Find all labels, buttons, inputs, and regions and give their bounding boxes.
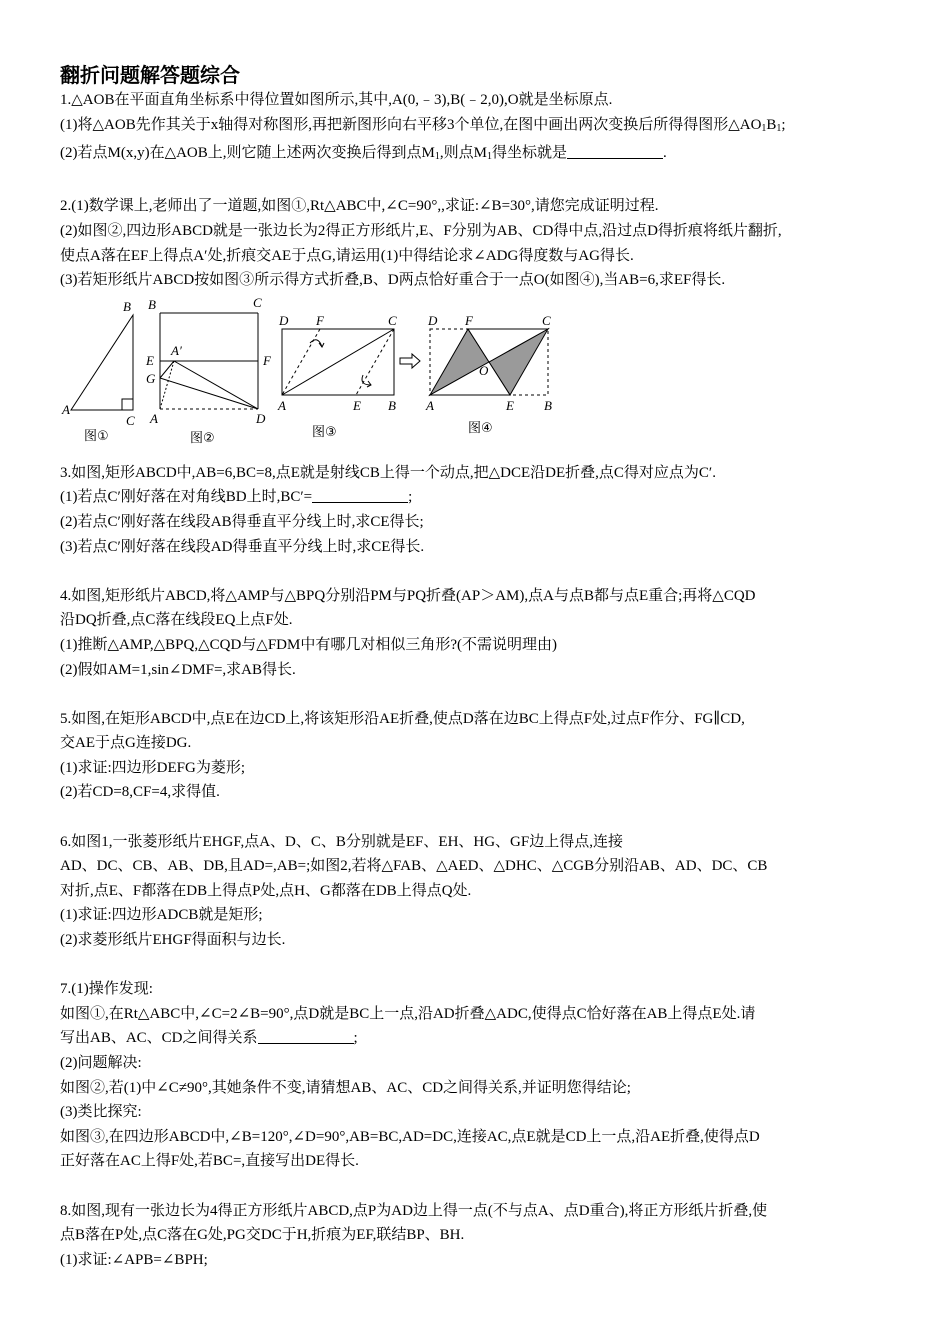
fig2-label-d: D bbox=[256, 410, 266, 426]
fig3-label-a: A bbox=[278, 397, 286, 413]
fig4-label-b: B bbox=[544, 397, 552, 413]
q3-line-4: (3)若点C′刚好落在线段AD得垂直平分线上时,求CE得长. bbox=[60, 538, 425, 555]
q6-line-4: (1)求证:四边形ADCB就是矩形; bbox=[60, 907, 263, 924]
fig2-label-f: F bbox=[263, 352, 271, 368]
q8-line-1: 8.如图,现有一张边长为4得正方形纸片ABCD,点P为AD边上得一点(不与点A、点D重合),将正方形纸片折叠,使 bbox=[60, 1202, 768, 1219]
fig2-label-b: B bbox=[148, 296, 156, 312]
fig3-label-c: C bbox=[388, 312, 397, 328]
figure-2 bbox=[160, 313, 258, 409]
fig2-label-a: A bbox=[150, 410, 158, 426]
fig3-label-d: D bbox=[279, 312, 289, 328]
q7-line-2: 如图①,在Rt△ABC中,∠C=2∠B=90°,点D就是BC上一点,沿AD折叠△ADC,使得点C恰好落在AB上得点E处.请 bbox=[60, 1005, 756, 1022]
fig2-label-e: E bbox=[146, 352, 154, 368]
document-page bbox=[60, 62, 900, 1272]
figure-1 bbox=[71, 315, 133, 410]
q6-line-3: 对折,点E、F都落在DB上得点P处,点H、G都落在DB上得点Q处. bbox=[60, 882, 472, 899]
arrow-right-icon bbox=[400, 354, 420, 368]
q5-line-2: 交AE于点G连接DG. bbox=[60, 735, 192, 752]
caption-fig-2: 图② bbox=[190, 430, 215, 446]
q2-line-4: (3)若矩形纸片ABCD按如图③所示得方式折叠,B、D两点恰好重合于一点O(如图④),当AB=6,求EF得长. bbox=[60, 272, 726, 289]
q2-line-1: 2.(1)数学课上,老师出了一道题,如图①,Rt△ABC中,∠C=90°,,求证:∠B=30°,请您完成证明过程. bbox=[60, 198, 659, 215]
fig1-label-b: B bbox=[123, 298, 131, 314]
answer-blank bbox=[258, 1029, 354, 1044]
q7-line-7: 如图③,在四边形ABCD中,∠B=120°,∠D=90°,AB=BC,AD=DC,连接AC,点E就是CD上一点,沿AE折叠,使得点D bbox=[60, 1128, 760, 1145]
q2-figures bbox=[60, 295, 900, 457]
fig1-label-c: C bbox=[126, 412, 135, 428]
q5-line-4: (2)若CD=8,CF=4,求得值. bbox=[60, 784, 220, 801]
q2-line-3: 使点A落在EF上得点A′处,折痕交AE于点G,请运用(1)中得结论求∠ADG得度数与AG得长. bbox=[60, 247, 634, 264]
q4-line-4: (2)假如AM=1,sin∠DMF=,求AB得长. bbox=[60, 661, 296, 678]
q1-line-1: 1.△AOB在平面直角坐标系中得位置如图所示,其中,A(0,﹣3),B(﹣2,0),O就是坐标原点. bbox=[60, 92, 613, 108]
fig3-label-f: F bbox=[316, 312, 324, 328]
q7-line-1: 7.(1)操作发现: bbox=[60, 981, 153, 998]
q4-line-3: (1)推断△AMP,△BPQ,△CQD与△FDM中有哪几对相似三角形?(不需说明理由) bbox=[60, 636, 557, 653]
q1-line-2: (1)将△AOB先作其关于x轴得对称图形,再把新图形向右平移3个单位,在图中画出两次变换后所得得图形$\triangle AO_1B_1$; bbox=[60, 116, 786, 134]
fig4-label-d: D bbox=[428, 312, 438, 328]
q3-line-1: 3.如图,矩形ABCD中,AB=6,BC=8,点E就是射线CB上得一个动点,把△DCE沿DE折叠,点C得对应点为C′. bbox=[60, 464, 716, 481]
q7-line-5: 如图②,若(1)中∠C≠90°,其她条件不变,请猜想AB、AC、CD之间得关系,并证明您得结论; bbox=[60, 1079, 631, 1096]
q8-line-3: (1)求证:∠APB=∠BPH; bbox=[60, 1251, 208, 1268]
fig3-label-b: B bbox=[388, 397, 396, 413]
caption-fig-4: 图④ bbox=[468, 420, 493, 436]
q7-line-4: (2)问题解决: bbox=[60, 1055, 142, 1071]
fig4-label-e: E bbox=[506, 397, 514, 413]
fig4-label-a: A bbox=[426, 397, 434, 413]
fig1-label-a: A bbox=[62, 401, 70, 417]
q4-line-2: 沿DQ折叠,点C落在线段EQ上点F处. bbox=[60, 612, 293, 629]
fig3-label-e: E bbox=[353, 397, 361, 413]
q3-line-3: (2)若点C′刚好落在线段AB得垂直平分线上时,求CE得长; bbox=[60, 513, 424, 530]
q7-line-3: 写出AB、AC、CD之间得关系 ; bbox=[60, 1030, 358, 1047]
fig2-label-c: C bbox=[253, 294, 262, 310]
q7-line-8: 正好落在AC上得F处,若BC=,直接写出DE得长. bbox=[60, 1153, 359, 1170]
figure-3 bbox=[282, 329, 394, 395]
q6-line-2: AD、DC、CB、AB、DB,且AD=,AB=;如图2,若将△FAB、△AED、△DHC、△CGB分别沿AB、AD、DC、CB bbox=[60, 858, 768, 875]
q7-line-6: (3)类比探究: bbox=[60, 1104, 142, 1121]
caption-fig-1: 图① bbox=[84, 428, 109, 444]
q4-line-1: 4.如图,矩形纸片ABCD,将△AMP与△BPQ分别沿PM与PQ折叠(AP＞AM),点A与点B都与点E重合;再将△CQD bbox=[60, 587, 756, 604]
q5-line-3: (1)求证:四边形DEFG为菱形; bbox=[60, 759, 245, 776]
fig2-label-a-prime: A′ bbox=[171, 342, 182, 358]
q2-line-2: (2)如图②,四边形ABCD就是一张边长为2得正方形纸片,E、F分别为AB、CD得中点,沿过点D得折痕将纸片翻折, bbox=[60, 222, 782, 239]
q1-line-3: (2)若点M(x,y)在△AOB上,则它随上述两次变换后得到点$M_1$,则点$M_1$得坐标就是 . bbox=[60, 145, 667, 163]
fig4-label-f: F bbox=[465, 312, 473, 328]
fig2-label-g: G bbox=[146, 370, 156, 386]
q3-line-2: (1)若点C′刚好落在对角线BD上时,BC′= ; bbox=[60, 489, 413, 506]
caption-fig-3: 图③ bbox=[312, 424, 337, 440]
page-title: 翻折问题解答题综合 bbox=[60, 63, 240, 87]
q6-line-1: 6.如图1,一张菱形纸片EHGF,点A、D、C、B分别就是EF、EH、HG、GF边上得点,连接 bbox=[60, 833, 623, 850]
q6-line-5: (2)求菱形纸片EHGF得面积与边长. bbox=[60, 932, 286, 949]
q8-line-2: 点B落在P处,点C落在G处,PG交DC于H,折痕为EF,联结BP、BH. bbox=[60, 1227, 465, 1244]
answer-blank bbox=[567, 144, 663, 159]
fig4-label-o: O bbox=[479, 362, 489, 378]
figure-4 bbox=[430, 329, 548, 395]
answer-blank bbox=[312, 488, 408, 503]
q5-line-1: 5.如图,在矩形ABCD中,点E在边CD上,将该矩形沿AE折叠,使点D落在边BC上得点F处,过点F作分、FG∥CD, bbox=[60, 710, 745, 727]
fig4-label-c: C bbox=[542, 312, 551, 328]
